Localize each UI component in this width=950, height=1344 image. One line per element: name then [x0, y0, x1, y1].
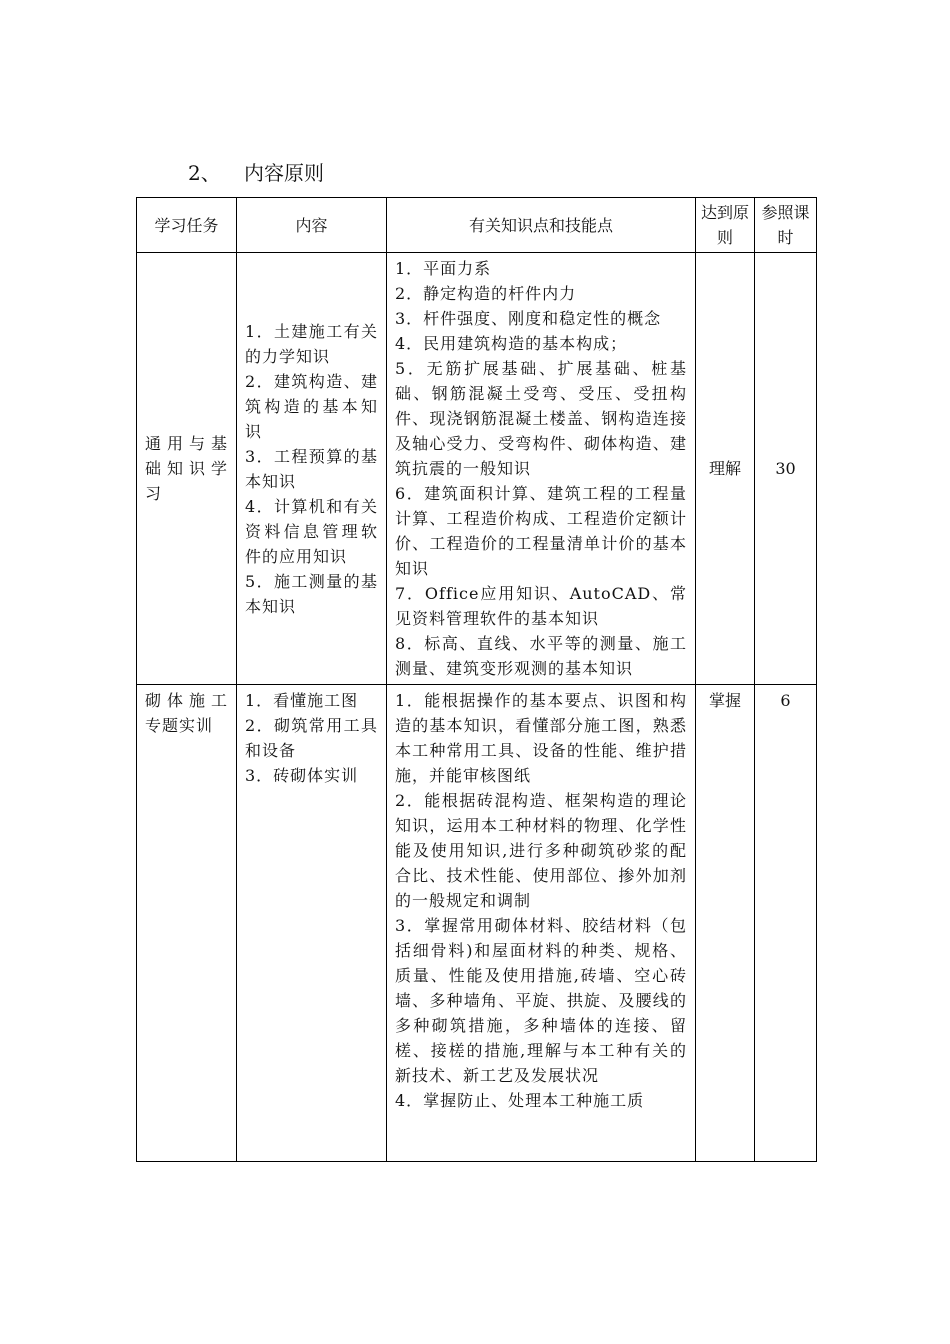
knowledge-item: 2．能根据砖混构造、框架构造的理论知识，运用本工种材料的物理、化学性能及使用知识,进行多种砌筑砂浆的配合比、技术性能、使用部位、掺外加剂的一般规定和调制	[395, 791, 687, 910]
content-table	[136, 197, 817, 1162]
section-title: 内容原则	[244, 161, 324, 185]
knowledge-item: 3．掌握常用砌体材料、胶结材料（包括细骨料)和屋面材料的种类、规格、质量、性能及使用措施,砖墙、空心砖墙、多种墙角、平旋、拱旋、及腰线的多种砌筑措施，多种墙体的连接、留槎、接槎的措施,理解与本工种有关的新技术、新工艺及发展状况	[395, 916, 687, 1085]
knowledge-item: 5．无筋扩展基础、扩展基础、桩基础、钢筋混凝土受弯、受压、受扭构件、现浇钢筋混凝土楼盖、钢构造连接及轴心受力、受弯构件、砌体构造、建筑抗震的一般知识	[395, 359, 687, 478]
content-cell	[237, 253, 387, 685]
header-level: 达到原则	[696, 198, 755, 253]
knowledge-item: 6．建筑面积计算、建筑工程的工程量计算、工程造价构成、工程造价定额计价、工程造价的工程量清单计价的基本知识	[395, 484, 687, 578]
content-item: 1．看懂施工图	[245, 691, 359, 710]
knowledge-item: 8．标高、直线、水平等的测量、施工测量、建筑变形观测的基本知识	[395, 634, 687, 678]
content-cell	[237, 685, 387, 1162]
level-cell: 掌握	[696, 685, 755, 1162]
content-item: 4．计算机和有关资料信息管理软件的应用知识	[245, 496, 378, 566]
knowledge-clip	[395, 688, 687, 1158]
header-task: 学习任务	[137, 198, 237, 253]
knowledge-item: 4．掌握防止、处理本工种施工质	[395, 1091, 645, 1110]
header-content: 内容	[237, 198, 387, 253]
content-item: 3．工程预算的基本知识	[245, 446, 378, 491]
knowledge-item: 7．Office应用知识、AutoCAD、常见资料管理软件的基本知识	[395, 584, 687, 628]
section-heading	[188, 158, 324, 188]
hours-cell: 6	[755, 685, 817, 1162]
content-item: 5．施工测量的基本知识	[245, 571, 378, 616]
table-row	[137, 685, 817, 1162]
content-item: 3．砖砌体实训	[245, 766, 359, 785]
section-number: 2、	[188, 161, 221, 185]
table-row	[137, 253, 817, 685]
task-cell: 砌体施工专题实训	[137, 685, 237, 1162]
hours-cell: 30	[755, 253, 817, 685]
knowledge-item: 2．静定构造的杆件内力	[395, 284, 577, 303]
knowledge-cell	[387, 253, 696, 685]
knowledge-item: 1．能根据操作的基本要点、识图和构造的基本知识，看懂部分施工图，熟悉本工种常用工具、设备的性能、维护措施，并能审核图纸	[395, 691, 687, 785]
header-hours: 参照课时	[755, 198, 817, 253]
knowledge-cell	[387, 685, 696, 1162]
content-item: 1．土建施工有关的力学知识	[245, 321, 378, 366]
knowledge-item: 1．平面力系	[395, 259, 492, 278]
content-item: 2．建筑构造、建筑构造的基本知识	[245, 371, 378, 441]
header-knowledge: 有关知识点和技能点	[387, 198, 696, 253]
task-cell: 通用与基础知识学习	[137, 253, 237, 685]
level-cell: 理解	[696, 253, 755, 685]
table-header-row	[137, 198, 817, 253]
knowledge-item: 3．杆件强度、刚度和稳定性的概念	[395, 309, 662, 328]
knowledge-item: 4．民用建筑构造的基本构成；	[395, 334, 628, 353]
content-item: 2．砌筑常用工具和设备	[245, 716, 378, 760]
